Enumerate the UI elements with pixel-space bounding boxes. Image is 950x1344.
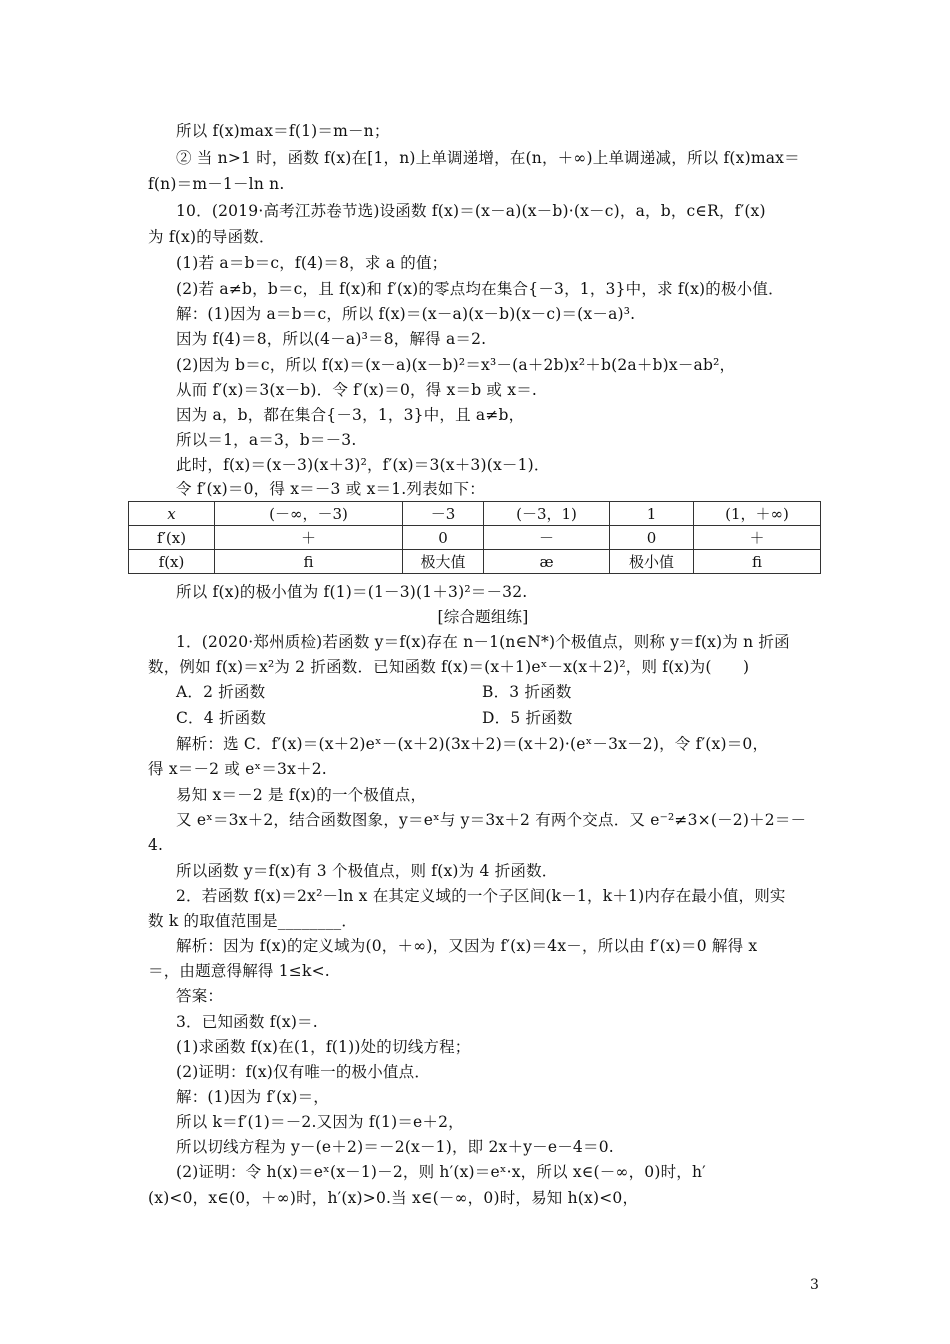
text-line: 数 k 的取值范围是________． [148, 912, 358, 930]
table-cell: －3 [403, 502, 484, 526]
text-line: (2)若 a≠b，b＝c，且 f(x)和 f′(x)的零点均在集合{－3，1，3}中，求 f(x)的极小值． [176, 280, 784, 298]
text-line: f(n)＝m－1－ln n. [148, 175, 285, 193]
text-line: (2)证明：令 h(x)＝eˣ(x－1)－2，则 h′(x)＝eˣ·x，所以 x∈(－∞，0)时，h′ [176, 1163, 706, 1181]
text-line: 10．(2019·高考江苏卷节选)设函数 f(x)＝(x－a)(x－b)·(x－c)，a，b，c∈R，f′(x) [176, 202, 766, 220]
text-line: 解析：因为 f(x)的定义域为(0，＋∞)，又因为 f′(x)＝4x－，所以由 f′(x)＝0 解得 x [176, 937, 758, 955]
text-line: 易知 x＝－2 是 f(x)的一个极值点， [176, 786, 427, 804]
table-row [129, 502, 821, 526]
text-line: 得 x＝－2 或 eˣ＝3x＋2. [148, 760, 327, 778]
text-line: 所以切线方程为 y－(e＋2)＝－2(x－1)，即 2x＋y－e－4＝0. [176, 1138, 614, 1156]
section-heading: [综合题组练] [437, 608, 529, 626]
text-line: 4. [148, 836, 164, 854]
text-line: 从而 f′(x)＝3(x－b)．令 f′(x)＝0，得 x＝b 或 x＝. [176, 381, 538, 399]
text-line: (x)<0，x∈(0，＋∞)时，h′(x)>0.当 x∈(－∞，0)时，易知 h(x)<0， [148, 1189, 639, 1207]
text-line: 又 eˣ＝3x＋2，结合函数图象，y＝eˣ与 y＝3x＋2 有两个交点．又 e⁻²≠3×(－2)＋2＝－ [176, 811, 807, 829]
text-line: 所以函数 y＝f(x)有 3 个极值点，则 f(x)为 4 折函数． [176, 862, 558, 880]
text-line: 因为 a，b，都在集合{－3，1，3}中，且 a≠b， [176, 406, 525, 424]
text-line: 所以 k＝f′(1)＝－2.又因为 f(1)＝e＋2， [176, 1113, 464, 1131]
table-row [129, 550, 821, 574]
text-line: 此时，f(x)＝(x－3)(x＋3)²，f′(x)＝3(x＋3)(x－1)． [176, 456, 550, 474]
text-line: ② 当 n>1 时，函数 f(x)在[1，n)上单调递增，在(n，＋∞)上单调递减，所以 f(x)max＝ [176, 149, 800, 167]
table-cell: (－∞，－3) [215, 502, 403, 526]
text-line: 所以 f(x)的极小值为 f(1)＝(1－3)(1＋3)²＝－32. [176, 583, 528, 601]
text-line: (2)证明：f(x)仅有唯一的极小值点． [176, 1063, 431, 1081]
text-line: (1)求函数 f(x)在(1，f(1))处的切线方程； [176, 1038, 471, 1056]
text-line: 3．已知函数 f(x)＝. [176, 1013, 318, 1031]
text-line: 解析：选 C．f′(x)＝(x＋2)eˣ－(x＋2)(3x＋2)＝(x＋2)·(eˣ－3x－2)，令 f′(x)＝0， [176, 735, 769, 753]
table-cell: 极小值 [610, 550, 694, 574]
table-row [129, 526, 821, 550]
table-cell: f′(x) [129, 526, 215, 550]
table-cell: x [129, 502, 215, 526]
option-d: D．5 折函数 [482, 709, 573, 727]
table-cell: ＋ [215, 526, 403, 550]
table-cell: ＋ [694, 526, 821, 550]
page-number: 3 [810, 1277, 819, 1293]
table-cell: (1，＋∞) [694, 502, 821, 526]
table-cell: æ [484, 550, 610, 574]
text-line: 所以 f(x)max＝f(1)＝m－n； [176, 122, 390, 140]
table-cell: 极大值 [403, 550, 484, 574]
option-c: C．4 折函数 [176, 709, 267, 727]
variation-table [128, 501, 821, 574]
table-cell: 1 [610, 502, 694, 526]
option-b: B．3 折函数 [482, 683, 572, 701]
text-line: ＝，由题意得解得 1≤k<. [148, 962, 330, 980]
text-line: 解：(1)因为 a＝b＝c，所以 f(x)＝(x－a)(x－b)(x－c)＝(x－a)³. [176, 305, 636, 323]
table-cell: ﬁ [694, 550, 821, 574]
text-line: 因为 f(4)＝8，所以(4－a)³＝8，解得 a＝2. [176, 330, 487, 348]
table-cell: 0 [610, 526, 694, 550]
table-cell: ﬁ [215, 550, 403, 574]
text-line: 为 f(x)的导函数． [148, 228, 275, 246]
table-cell: 0 [403, 526, 484, 550]
text-line: 答案： [176, 987, 224, 1005]
text-line: (1)若 a＝b＝c，f(4)＝8，求 a 的值； [176, 254, 448, 272]
text-line: (2)因为 b＝c，所以 f(x)＝(x－a)(x－b)²＝x³－(a＋2b)x²＋b(2a＋b)x－ab²， [176, 356, 736, 374]
text-line: 2．若函数 f(x)＝2x²－ln x 在其定义域的一个子区间(k－1，k＋1)内存在最小值，则实 [176, 887, 786, 905]
text-line: 令 f′(x)＝0，得 x＝－3 或 x＝1.列表如下： [176, 480, 485, 498]
text-line: 所以＝1，a＝3，b＝－3. [176, 431, 357, 449]
text-line: 数，例如 f(x)＝x²为 2 折函数．已知函数 f(x)＝(x＋1)eˣ－x(x＋2)²，则 f(x)为( ) [148, 658, 750, 676]
text-line: 1．(2020·郑州质检)若函数 y＝f(x)存在 n－1(n∈N*)个极值点，则称 y＝f(x)为 n 折函 [176, 633, 790, 651]
text-line: 解：(1)因为 f′(x)＝， [176, 1088, 329, 1106]
option-a: A．2 折函数 [176, 683, 266, 701]
table-cell: (－3，1) [484, 502, 610, 526]
table-cell: － [484, 526, 610, 550]
table-cell: f(x) [129, 550, 215, 574]
